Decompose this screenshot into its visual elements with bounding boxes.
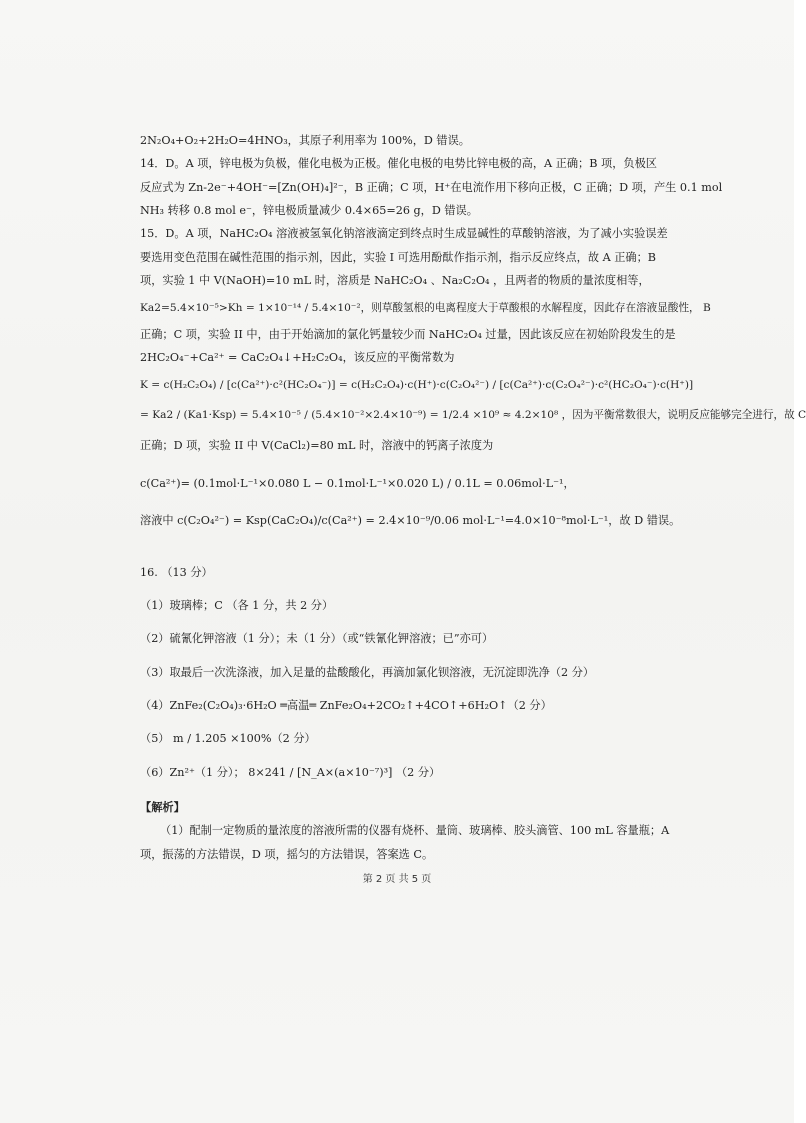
analysis-heading: 【解析】: [140, 800, 185, 815]
equation-k: K = c(H₂C₂O₄) / [c(Ca²⁺)·c²(HC₂O₄⁻)] = c(H₂C₂O₄)·c(H⁺)·c(C₂O₄²⁻) / [c(Ca²⁺)·c(C₂O₄²⁻)·c²(HC₂O₄⁻)·c(H⁺)]: [140, 378, 694, 391]
text-line: 正确；D 项，实验 II 中 V(CaCl₂)=80 mL 时，溶液中的钙离子浓度为: [140, 439, 494, 453]
analysis-text: （1）配制一定物质的量浓度的溶液所需的仪器有烧杯、量筒、玻璃棒、胶头滴管、100 mL 容量瓶；A: [160, 824, 670, 838]
equation-ka2: Ka2=5.4×10⁻⁵>Kh = 1×10⁻¹⁴ / 5.4×10⁻²，则草酸氢根的电离程度大于草酸根的水解程度，因此存在溶液显酸性， B: [140, 301, 711, 314]
question-16-heading: 16. （13 分）: [140, 565, 213, 579]
equation-c2o4-concentration: 溶液中 c(C₂O₄²⁻) = Ksp(CaC₂O₄)/c(Ca²⁺) = 2.4×10⁻⁹/0.06 mol·L⁻¹=4.0×10⁻⁸mol·L⁻¹，故 D 错误。: [140, 514, 681, 528]
text-line: 2N₂O₄+O₂+2H₂O=4HNO₃，其原子利用率为 100%，D 错误。: [140, 134, 470, 147]
answer-16-3: （3）取最后一次洗涤液，加入足量的盐酸酸化，再滴加氯化钡溶液，无沉淀即洗净（2 分）: [140, 665, 595, 679]
equation-k-value: = Ka2 / (Ka1·Ksp) = 5.4×10⁻⁵ / (5.4×10⁻²×2.4×10⁻⁹) = 1/2.4 ×10⁹ ≈ 4.2×10⁸ ，因为平衡常数很大，说明反应能够完全进行，故 C: [140, 409, 806, 422]
text-line: 项，实验 1 中 V(NaOH)=10 mL 时，溶质是 NaHC₂O₄ 、Na₂C₂O₄ ，且两者的物质的量浓度相等，: [140, 274, 650, 288]
answer-16-1: （1）玻璃棒；C （各 1 分，共 2 分）: [140, 598, 334, 612]
page-footer: 第 2 页 共 5 页: [362, 874, 432, 885]
answer-15: 15．D。A 项，NaHC₂O₄ 溶液被氢氧化钠溶液滴定到终点时生成显碱性的草酸钠溶液，为了减小实验误差: [140, 227, 668, 241]
answer-16-4: （4）ZnFe₂(C₂O₄)₃·6H₂O ═高温═ ZnFe₂O₄+2CO₂↑+4CO↑+6H₂O↑（2 分）: [140, 698, 552, 712]
text-line: 2HC₂O₄⁻+Ca²⁺ = CaC₂O₄↓+H₂C₂O₄，该反应的平衡常数为: [140, 351, 455, 365]
answer-16-2: （2）硫氰化钾溶液（1 分）；未（1 分）（或“铁氰化钾溶液；已”亦可）: [140, 632, 494, 646]
text-line: 正确；C 项，实验 II 中，由于开始滴加的氯化钙量较少而 NaHC₂O₄ 过量，因此该反应在初始阶段发生的是: [140, 327, 676, 341]
text-line: 要选用变色范围在碱性范围的指示剂，因此，实验 I 可选用酚酞作指示剂，指示反应终点，故 A 正确；B: [140, 250, 657, 264]
answer-16-6: （6）Zn²⁺（1 分）； 8×241 / [N_A×(a×10⁻⁷)³] （2 分）: [140, 765, 441, 779]
equation-ca-concentration: c(Ca²⁺)= (0.1mol·L⁻¹×0.080 L − 0.1mol·L⁻¹×0.020 L) / 0.1L = 0.06mol·L⁻¹，: [140, 476, 575, 490]
analysis-text: 项，振荡的方法错误，D 项，摇匀的方法错误，答案选 C。: [140, 847, 434, 861]
text-line: NH₃ 转移 0.8 mol e⁻，锌电极质量减少 0.4×65=26 g，D 错误。: [140, 204, 478, 218]
answer-16-5: （5） m / 1.205 ×100%（2 分）: [140, 732, 316, 746]
answer-14: 14．D。A 项，锌电极为负极，催化电极为正极。催化电极的电势比锌电极的高，A 正确；B 项，负极区: [140, 157, 657, 171]
text-line: 反应式为 Zn-2e⁻+4OH⁻=[Zn(OH)₄]²⁻，B 正确；C 项，H⁺在电流作用下移向正极，C 正确；D 项，产生 0.1 mol: [140, 180, 723, 194]
page-content: [140, 132, 806, 863]
